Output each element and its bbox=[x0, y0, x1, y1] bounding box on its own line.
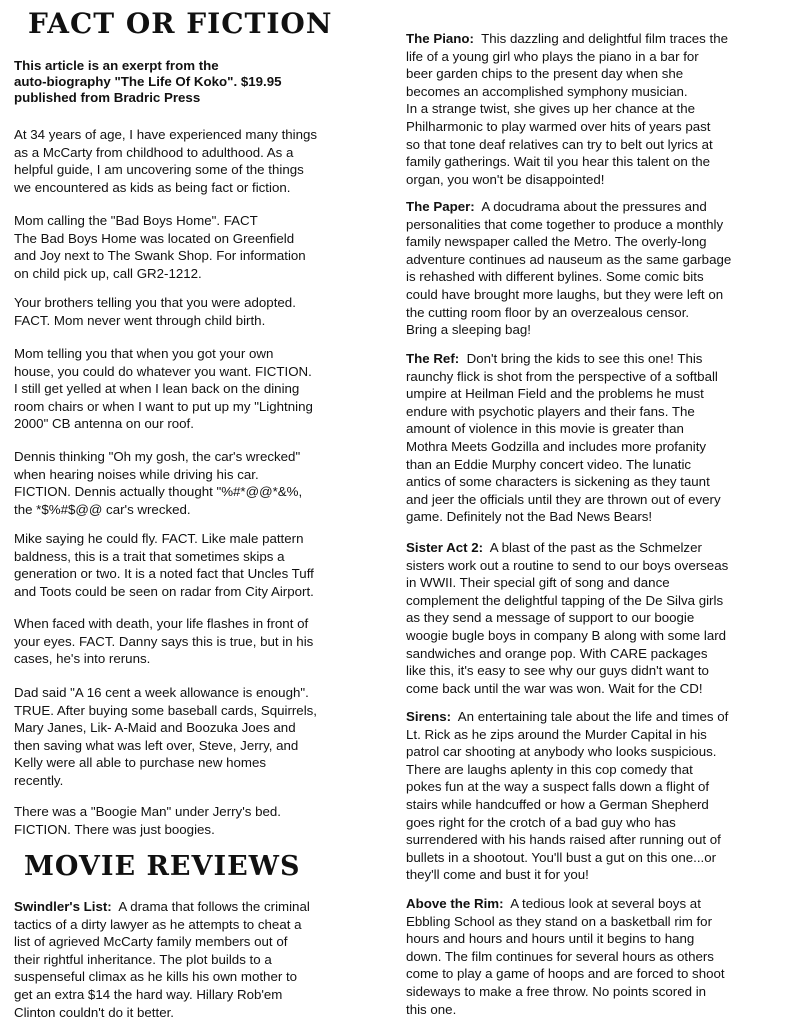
review-title: The Ref: bbox=[406, 351, 460, 366]
review-swindlers-list: Swindler's List: A drama that follows the criminal tactics of a dirty lawyer as he attempts to cheat a list of agrieved McCarty family members out of their rightful inheritance. The plot builds to a suspenseful climax as he kills his own mother to get an extra $14 the hard way. Hillary Rob'em Clinton couldn't do it better. bbox=[14, 899, 310, 1020]
review-title: Above the Rim: bbox=[406, 896, 504, 911]
review-the-paper: The Paper: A docudrama about the pressures and personalities that come together to produce a monthly family newspaper called the Metro. The overly-long adventure continues ad nauseum as the same garbage is rehashed with different bylines. Some comic bits could have brought more laughs, but they were left on the cutting room floor by an overzealous censor. Bring a sleeping bag! bbox=[406, 199, 732, 338]
fact-paragraph-death: When faced with death, your life flashes in front of your eyes. FACT. Danny says this is true, but in his cases, he's into reruns. bbox=[14, 616, 314, 667]
fact-paragraph-own-house: Mom telling you that when you got your own house, you could do whatever you want. FICTION. I still get yelled at when I lean back on the dining room chairs or when I want to put up my "Lightning 2000" CB antenna on our roof. bbox=[14, 346, 313, 432]
review-the-piano: The Piano: This dazzling and delightful film traces the life of a young girl who plays the piano in a bar for beer garden chips to the present day when she becomes an accomplished symphony musician. In a strange twist, she gives up her chance at the Philharmonic to play warmed over hits of years past so that tone deaf relatives can try to belt out lyrics at family gatherings. Wait til you hear this talent on the organ, you won't be disappointed! bbox=[406, 31, 728, 187]
review-title: The Paper: bbox=[406, 199, 475, 214]
review-the-ref: The Ref: Don't bring the kids to see this one! This raunchy flick is shot from the perspective of a softball umpire at Heilman Field and the problems he must endure with psychotic players and their fans. The amount of violence in this movie is greater than Mothra Meets Godzilla and includes more profanity than an Eddie Murphy concert video. The lunatic antics of some characters is sickening as they taunt and jeer the officials until they are thrown out of every game. Definitely not the Bad News Bears! bbox=[406, 351, 721, 525]
fact-paragraph-bad-boys-home: Mom calling the "Bad Boys Home". FACT The Bad Boys Home was located on Greenfield and Joy next to The Swank Shop. For information on child pick up, call GR2-1212. bbox=[14, 213, 306, 281]
review-title: The Piano: bbox=[406, 31, 474, 46]
fact-paragraph-fly: Mike saying he could fly. FACT. Like male pattern baldness, this is a trait that sometimes skips a generation or two. It is a noted fact that Uncles Tuff and Toots could be seen on radar from City Airport. bbox=[14, 531, 314, 599]
article-intro: This article is an exerpt from the auto-biography "The Life Of Koko". $19.95 published from Bradric Press bbox=[14, 58, 282, 105]
review-sister-act-2: Sister Act 2: A blast of the past as the Schmelzer sisters work out a routine to send to our boys overseas in WWII. Their special gift of song and dance complement the delightful tapping of the De Silva girls as they send a message of support to our boogie woogie bugle boys in company B along with some lard sandwiches and orange pop. With CARE packages like this, it's easy to see why our guys didn't want to come back until the war was won. Wait for the CD! bbox=[406, 540, 729, 696]
fact-paragraph-adopted: Your brothers telling you that you were adopted. FACT. Mom never went through child birth. bbox=[14, 295, 296, 328]
fact-paragraph-boogie-man: There was a "Boogie Man" under Jerry's bed. FICTION. There was just boogies. bbox=[14, 804, 281, 837]
review-title: Sister Act 2: bbox=[406, 540, 484, 555]
review-sirens: Sirens: An entertaining tale about the life and times of Lt. Rick as he zips around the Murder Capital in his patrol car shooting at anybody who looks suspicious. There are laughs aplenty in this cop comedy that pokes fun at the way a suspect falls down a flight of stairs while handcuffed or how a German Shepherd goes right for the crotch of a bad guy who has surrendered with his hands raised after running out of bullets in a shootout. You'll bust a gut on this one...or they'll come and bust it for you! bbox=[406, 709, 729, 883]
fact-paragraph-car-wrecked: Dennis thinking "Oh my gosh, the car's wrecked" when hearing noises while driving his car. FICTION. Dennis actually thought "%#*@@*&%, the *$%#$@@ car's wrecked. bbox=[14, 449, 303, 517]
review-title: Swindler's List: bbox=[14, 899, 112, 914]
review-above-the-rim: Above the Rim: A tedious look at several boys at Ebbling School as they stand on a basketball rim for hours and hours and hours until it begins to hang down. The film continues for several hours as others come to play a game of hoops and are forced to shoot sideways to make a free throw. No points scored in this one. bbox=[406, 896, 725, 1017]
review-title: Sirens: bbox=[406, 709, 452, 724]
fact-paragraph-allowance: Dad said "A 16 cent a week allowance is enough". TRUE. After buying some baseball cards, Squirrels, Mary Janes, Lik- A-Maid and Boozuka Joes and then saving what was left over, Steve, Jerry, and Kelly were all able to purchase new homes recently. bbox=[14, 685, 318, 788]
movie-reviews-heading: MOVIE REVIEWS bbox=[24, 851, 301, 882]
fact-paragraph-intro: At 34 years of age, I have experienced many things as a McCarty from childhood to adulthood. As a helpful guide, I am uncovering some of the things we encountered as kids as being fact or fiction. bbox=[14, 127, 318, 195]
fact-or-fiction-heading: FACT OR FICTION bbox=[28, 7, 333, 40]
